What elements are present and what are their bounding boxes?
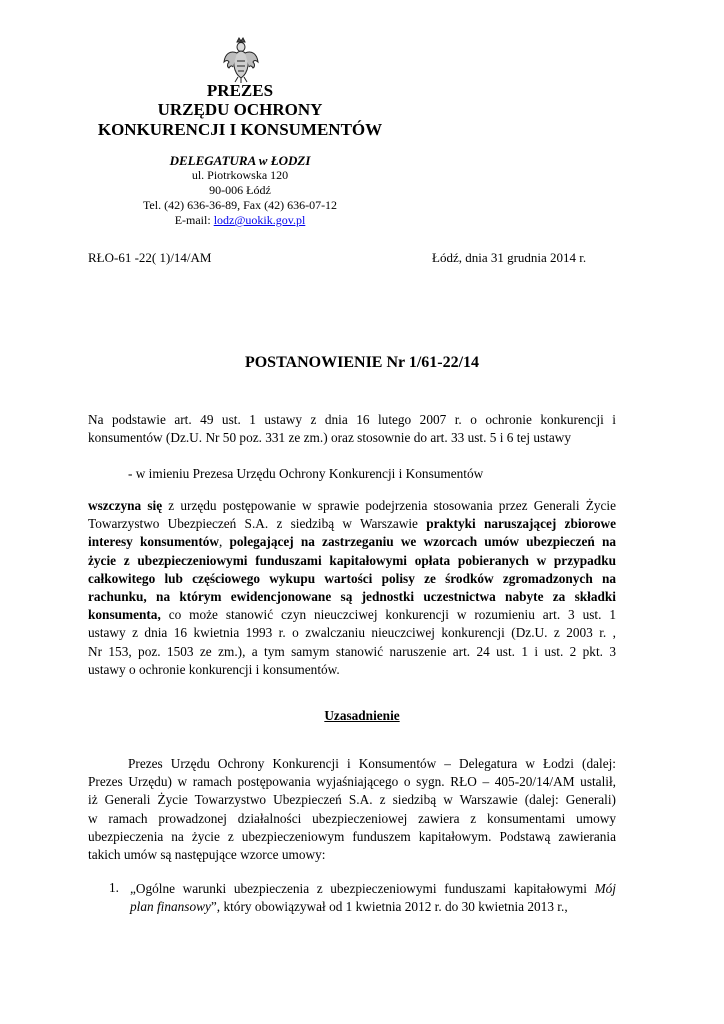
on-behalf-line: - w imieniu Prezesa Urzędu Ochrony Konkurencji i Konsumentów <box>128 466 484 481</box>
reference-number: RŁO-61 -22( 1)/14/AM <box>88 250 212 265</box>
decision-paragraph <box>88 497 616 679</box>
header-line-urzedu: URZĘDU OCHRONY <box>157 100 323 119</box>
list-item-number: 1. <box>109 880 119 895</box>
decision-line: Towarzystwo Ubezpieczeń S.A. z siedzibą w Warszawie praktyki naruszającej zbiorowe <box>88 516 617 532</box>
justification-paragraph <box>88 755 616 864</box>
eagle-emblem-icon <box>222 36 260 84</box>
delegatura-name: DELEGATURA w ŁODZI <box>169 153 311 168</box>
address-email-line <box>80 213 400 229</box>
justification-line: Prezes Urzędu Ochrony Konkurencji i Konsumentów – Delegatura w Łodzi (dalej: <box>128 756 616 771</box>
document-title: POSTANOWIENIE Nr 1/61-22/14 <box>244 354 480 371</box>
email-label: E-mail: <box>174 213 214 227</box>
header-line-prezes: PREZES <box>206 81 274 100</box>
justification-heading: Uzasadnienie <box>324 708 400 723</box>
list-item-line: plan finansowy”, który obowiązywał od 1 kwietnia 2012 r. do 30 kwietnia 2013 r., <box>130 899 568 915</box>
decision-line: życie z ubezpieczeniowymi funduszami kapitałowymi opłata pobieranych w przypadku <box>88 552 616 568</box>
address-postal: 90-006 Łódź <box>209 183 271 197</box>
decision-line: całkowitego lub częściowego wykupu wartości polisy ze środków zgromadzonych na <box>88 570 616 586</box>
justification-line: w ramach prowadzonej działalności ubezpieczeniowej zawiera z konsumentami umowy <box>88 810 616 826</box>
justification-line: iż Generali Życie Towarzystwo Ubezpieczeń S.A. z siedzibą w Warszawie (dalej: Generali) <box>88 792 616 808</box>
decision-line: wszczyna się z urzędu postępowanie w sprawie podejrzenia stosowania przez Generali Życie <box>88 498 616 513</box>
decision-line: konsumenta, co może stanowić czyn nieuczciwej konkurencji w rozumieniu art. 3 ust. 1 <box>88 607 616 623</box>
decision-line: interesy konsumentów, polegającej na zastrzeganiu we wzorcach umów ubezpieczeń na <box>88 534 616 550</box>
address-phone: Tel. (42) 636-36-89, Fax (42) 636-07-12 <box>142 198 338 212</box>
justification-line: takich umów są następujące wzorce umowy: <box>88 847 326 863</box>
justification-line: ubezpieczenia na życie z ubezpieczeniowym funduszem kapitałowym. Podstawą zawierania <box>88 828 616 844</box>
basis-line: Na podstawie art. 49 ust. 1 ustawy z dnia 16 lutego 2007 r. o ochronie konkurencji i <box>88 412 616 427</box>
decision-line: ustawy z dnia 16 kwietnia 1993 r. o zwalczaniu nieuczciwej konkurencji (Dz.U. z 2003 r. , <box>88 625 616 641</box>
decision-line: rachunku, na którym ewidencjonowane są jednostki uczestnictwa nabyte za składki <box>88 589 616 605</box>
header-line-konkurencji: KONKURENCJI I KONSUMENTÓW <box>97 120 383 139</box>
decision-line: ustawy o ochronie konkurencji i konsumentów. <box>88 661 340 677</box>
list-item-line: „Ogólne warunki ubezpieczenia z ubezpieczeniowymi funduszami kapitałowymi Mój <box>130 881 616 896</box>
decision-line: Nr 153, poz. 1503 ze zm.), a tym samym stanowić naruszenie art. 24 ust. 1 i ust. 2 pkt. 3 <box>88 643 616 659</box>
email-link[interactable]: lodz@uokik.gov.pl <box>213 213 306 227</box>
date-line: Łódź, dnia 31 grudnia 2014 r. <box>432 250 587 265</box>
basis-line: konsumentów (Dz.U. Nr 50 poz. 331 ze zm.) oraz stosownie do art. 33 ust. 5 i 6 tej ustawy <box>88 430 572 446</box>
legal-basis-paragraph <box>88 411 616 447</box>
list-item <box>130 880 616 916</box>
address-street: ul. Piotrkowska 120 <box>191 168 289 182</box>
justification-line: Prezes Urzędu) w ramach postępowania wyjaśniającego o sygn. RŁO – 405-20/14/AM ustalił, <box>88 774 616 790</box>
